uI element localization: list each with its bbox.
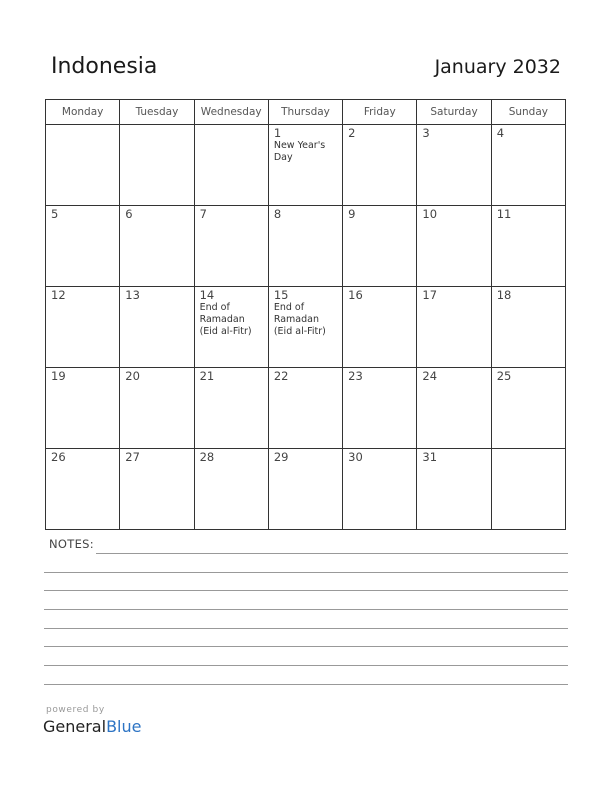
- weekday-header: Thursday: [268, 100, 342, 125]
- day-number: 31: [422, 450, 438, 464]
- day-cell: [120, 368, 194, 449]
- day-cell: [491, 125, 565, 206]
- day-cell: [194, 125, 268, 206]
- day-number: 29: [273, 450, 289, 464]
- notes-line: [44, 684, 568, 685]
- calendar-country: Indonesia: [51, 54, 158, 79]
- week-row: [46, 449, 566, 530]
- day-number: 14: [199, 288, 215, 302]
- weekday-header: Sunday: [491, 100, 565, 125]
- notes-line: [44, 665, 568, 666]
- day-cell: [268, 287, 342, 368]
- day-number: 15: [273, 288, 289, 302]
- day-cell: [46, 368, 120, 449]
- day-number: 16: [348, 288, 363, 302]
- weekday-header: Friday: [343, 100, 417, 125]
- day-cell: [343, 368, 417, 449]
- week-row: [46, 125, 566, 206]
- day-cell: [120, 125, 194, 206]
- week-row: [46, 206, 566, 287]
- day-number: 18: [496, 288, 512, 302]
- day-cell: [417, 206, 491, 287]
- day-cell: [491, 449, 565, 530]
- powered-by-text: powered by: [46, 705, 105, 715]
- day-number: 19: [51, 369, 66, 383]
- day-cell: [343, 125, 417, 206]
- day-number: 1: [273, 126, 282, 140]
- brand-blue: Blue: [106, 717, 142, 736]
- day-cell: [491, 287, 565, 368]
- day-cell: [46, 206, 120, 287]
- holiday-label: End of Ramadan (Eid al-Fitr): [199, 302, 252, 337]
- day-number: 10: [422, 207, 438, 221]
- day-number: 24: [422, 369, 438, 383]
- notes-label: NOTES:: [49, 537, 94, 551]
- day-number: 12: [51, 288, 66, 302]
- day-cell: [194, 449, 268, 530]
- holiday-label: End of Ramadan (Eid al-Fitr): [273, 302, 326, 337]
- notes-line: [44, 590, 568, 591]
- weekday-header-row: [46, 100, 566, 125]
- day-cell: [120, 287, 194, 368]
- day-cell: [417, 368, 491, 449]
- calendar-grid: [45, 99, 566, 530]
- day-number: 6: [125, 207, 133, 221]
- day-number: 9: [348, 207, 356, 221]
- day-cell: [491, 206, 565, 287]
- day-number: 7: [199, 207, 207, 221]
- day-number: 13: [125, 288, 140, 302]
- day-cell: [268, 368, 342, 449]
- day-cell: [417, 287, 491, 368]
- week-row: [46, 368, 566, 449]
- weekday-header: Tuesday: [120, 100, 194, 125]
- day-number: 28: [199, 450, 215, 464]
- day-cell: [46, 287, 120, 368]
- day-cell: [491, 368, 565, 449]
- weekday-header: Saturday: [417, 100, 491, 125]
- day-number: 20: [125, 369, 140, 383]
- day-number: 30: [348, 450, 363, 464]
- week-row: [46, 287, 566, 368]
- day-cell: [268, 206, 342, 287]
- day-number: 11: [496, 207, 512, 221]
- notes-line: [44, 646, 568, 647]
- weekday-header: Monday: [46, 100, 120, 125]
- holiday-label: New Year's Day: [273, 140, 326, 163]
- day-number: 4: [496, 126, 505, 140]
- day-cell: [120, 206, 194, 287]
- day-number: 21: [199, 369, 215, 383]
- brand-logo: [43, 717, 141, 736]
- day-number: 26: [51, 450, 66, 464]
- day-number: 17: [422, 288, 438, 302]
- calendar-month-year: January 2032: [434, 56, 561, 78]
- day-number: 2: [348, 126, 356, 140]
- notes-line: [44, 572, 568, 573]
- day-cell: [268, 125, 342, 206]
- day-number: 8: [273, 207, 282, 221]
- day-number: 23: [348, 369, 363, 383]
- notes-line: [44, 628, 568, 629]
- notes-line: [44, 609, 568, 610]
- day-cell: [120, 449, 194, 530]
- day-cell: [46, 125, 120, 206]
- day-cell: [343, 287, 417, 368]
- brand-general: General: [43, 717, 107, 736]
- day-number: 5: [51, 207, 59, 221]
- day-cell: [194, 368, 268, 449]
- day-number: 25: [496, 369, 512, 383]
- day-number: 22: [273, 369, 289, 383]
- day-number: 27: [125, 450, 140, 464]
- day-cell: [417, 449, 491, 530]
- day-number: 3: [422, 126, 430, 140]
- weekday-header: Wednesday: [194, 100, 268, 125]
- day-cell: [46, 449, 120, 530]
- day-cell: [194, 206, 268, 287]
- day-cell: [417, 125, 491, 206]
- day-cell: [268, 449, 342, 530]
- day-cell: [343, 449, 417, 530]
- day-cell: [343, 206, 417, 287]
- notes-line: [96, 553, 568, 554]
- day-cell: [194, 287, 268, 368]
